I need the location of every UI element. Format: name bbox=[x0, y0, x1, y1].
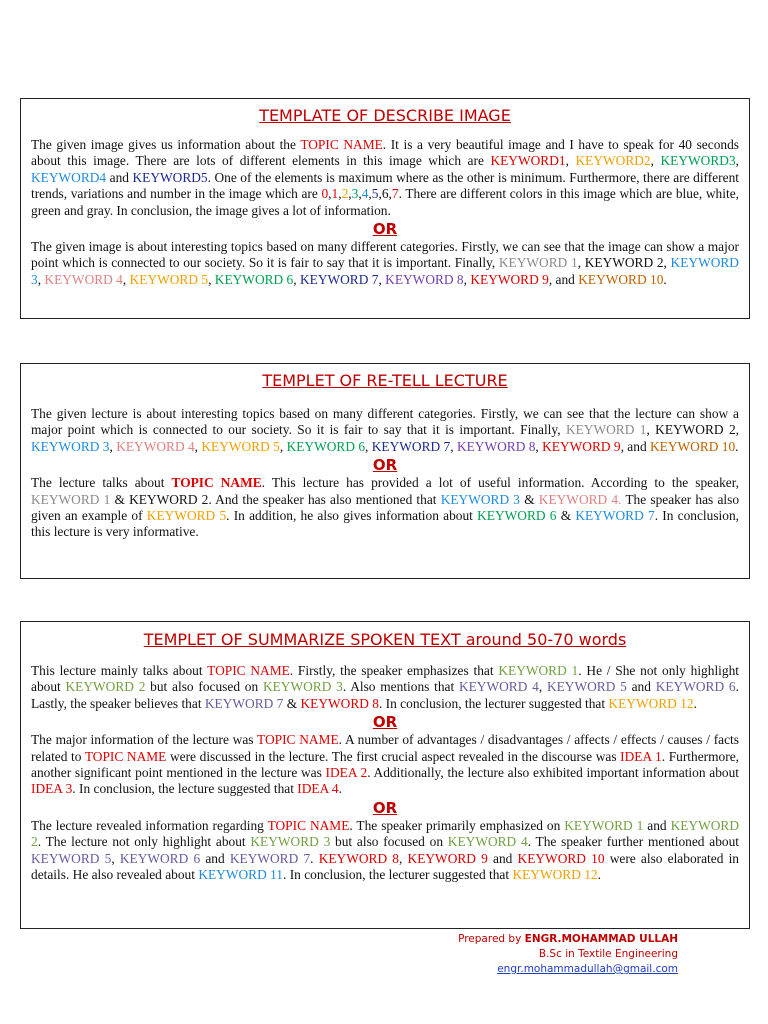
or-separator: OR bbox=[372, 713, 398, 732]
text-run: . In conclusion, the lecturer suggested that bbox=[283, 867, 513, 883]
keyword-text: IDEA 2 bbox=[325, 765, 368, 781]
text-run: , KEYWORD 2, bbox=[646, 422, 739, 438]
author-name: ENGR.MOHAMMAD ULLAH bbox=[524, 933, 678, 945]
text-run: . Firstly, the speaker emphasizes that bbox=[289, 663, 499, 678]
or-separator: OR bbox=[372, 798, 398, 817]
keyword-text: KEYWORD 2 bbox=[31, 817, 739, 850]
text-run: , bbox=[358, 186, 362, 202]
text-run: , bbox=[111, 850, 120, 866]
keyword-text: KEYWORD2 bbox=[575, 153, 651, 169]
text-run: , bbox=[109, 438, 117, 454]
keyword-text: 3 bbox=[351, 186, 359, 202]
keyword-text: KEYWORD 7 bbox=[229, 850, 311, 866]
text-run: . bbox=[663, 271, 667, 287]
box-title: TEMPLET OF RE-TELL LECTURE bbox=[262, 371, 508, 390]
keyword-text: 7 bbox=[391, 186, 399, 202]
box-title: TEMPLATE OF DESCRIBE IMAGE bbox=[259, 106, 511, 125]
text-run: , bbox=[208, 271, 215, 287]
text-run: , bbox=[293, 271, 300, 287]
keyword-text: 2 bbox=[341, 186, 349, 202]
text-run: & KEYWORD 2. And the speaker has also mentioned that bbox=[110, 491, 441, 507]
text-run: , KEYWORD 2, bbox=[577, 255, 671, 271]
text-run: and bbox=[106, 169, 133, 185]
or-separator: OR bbox=[372, 220, 398, 239]
text-run: . It is a very beautiful image and I have to speak for 40 seconds about this image. There are lots of different elements in this image which are bbox=[31, 137, 739, 169]
retell-lecture-template-box bbox=[20, 363, 750, 579]
keyword-text: KEYWORD 1 bbox=[498, 255, 578, 271]
keyword-text: KEYWORD 4. bbox=[538, 491, 622, 507]
text-run: , bbox=[378, 186, 382, 202]
text-run: , and bbox=[620, 438, 650, 454]
text-run: . A number of advantages / disadvantages / affects / effects / causes / facts related to bbox=[31, 732, 739, 764]
summarize-spoken-text-template-box bbox=[20, 621, 750, 929]
text-run: , bbox=[348, 186, 352, 202]
keyword-text: TOPIC NAME bbox=[171, 475, 262, 491]
keyword-text: KEYWORD 8 bbox=[318, 850, 399, 866]
text-run: and bbox=[200, 850, 230, 866]
text-run: The major information of the lecture was bbox=[31, 732, 258, 748]
text-run: , bbox=[122, 271, 130, 287]
text-run: . There are different colors in this image which are blue, white, green and gray. In conclusion, the image gives a lot of information. bbox=[31, 186, 739, 218]
keyword-text: KEYWORD 1 bbox=[31, 491, 111, 507]
box-body bbox=[31, 663, 739, 883]
keyword-text: KEYWORD 3 bbox=[31, 255, 739, 287]
keyword-text: KEYWORD 1 bbox=[565, 422, 647, 438]
text-run: , bbox=[194, 438, 202, 454]
text-run: , bbox=[338, 186, 342, 202]
prepared-by-line bbox=[458, 932, 678, 947]
keyword-text: KEYWORD 3 bbox=[440, 491, 521, 507]
text-run: , bbox=[538, 679, 547, 695]
text-run: , bbox=[378, 271, 386, 287]
text-run: The given image gives us information about the bbox=[31, 137, 301, 152]
keyword-text: 5 bbox=[371, 186, 379, 202]
keyword-text: KEYWORD1 bbox=[490, 153, 566, 169]
text-run: , bbox=[450, 438, 457, 454]
text-run: . The lecture not only highlight about bbox=[37, 834, 251, 850]
keyword-text: KEYWORD 1 bbox=[564, 817, 644, 833]
keyword-text: TOPIC NAME bbox=[207, 663, 290, 678]
text-run: , bbox=[279, 438, 287, 454]
text-run: , bbox=[565, 153, 576, 169]
text-run: , and bbox=[548, 271, 579, 287]
text-run: were also elaborated in details. He also revealed about bbox=[31, 850, 739, 883]
box-body bbox=[31, 137, 739, 288]
text-run: , bbox=[535, 438, 543, 454]
text-run: . In conclusion, this lecture is very informative. bbox=[31, 508, 739, 540]
keyword-text: KEYWORD3 bbox=[660, 153, 736, 169]
keyword-text: KEYWORD 6 bbox=[477, 508, 557, 524]
keyword-text: TOPIC NAME bbox=[257, 732, 339, 748]
text-run: The given image is about interesting topics based on many different categories. Firstly, we can see that the image can show a major point which is connected to our society. So it is fair to say that it is important. Finally, bbox=[31, 239, 739, 271]
keyword-text: KEYWORD 11 bbox=[198, 867, 283, 883]
template-paragraph bbox=[31, 732, 739, 798]
keyword-text: KEYWORD4 bbox=[31, 169, 107, 185]
keyword-text: KEYWORD 8 bbox=[385, 271, 464, 287]
keyword-text: KEYWORD 9 bbox=[542, 438, 621, 454]
keyword-text: KEYWORD 7 bbox=[299, 271, 379, 287]
text-run: . Additionally, the lecture also exhibited important information about bbox=[367, 765, 739, 781]
text-run: , bbox=[328, 186, 332, 202]
keyword-text: KEYWORD 7 bbox=[371, 438, 451, 454]
text-run: . The speaker further mentioned about bbox=[527, 834, 739, 850]
keyword-text: KEYWORD 10 bbox=[578, 271, 664, 287]
keyword-text: KEYWORD 7 bbox=[204, 695, 284, 711]
keyword-text: IDEA 3 bbox=[31, 781, 73, 797]
text-run: . Lastly, the speaker believes that bbox=[31, 679, 739, 711]
or-separator: OR bbox=[372, 456, 398, 475]
keyword-text: KEYWORD 1 bbox=[498, 663, 579, 678]
keyword-text: 6 bbox=[381, 186, 389, 202]
template-paragraph bbox=[31, 663, 739, 712]
keyword-text: KEYWORD 4 bbox=[447, 834, 528, 850]
text-run: & bbox=[520, 491, 539, 507]
text-run: and bbox=[643, 817, 671, 833]
text-run: & bbox=[556, 508, 576, 524]
keyword-text: KEYWORD 7 bbox=[575, 508, 655, 524]
keyword-text: KEYWORD 8 bbox=[300, 695, 379, 711]
describe-image-template-box bbox=[20, 98, 750, 319]
keyword-text: KEYWORD 6 bbox=[119, 850, 201, 866]
keyword-text: KEYWORD 9 bbox=[470, 271, 549, 287]
keyword-text: KEYWORD 5 bbox=[129, 271, 209, 287]
keyword-text: KEYWORD 6 bbox=[655, 679, 736, 695]
text-run: The lecture talks about bbox=[31, 475, 172, 491]
keyword-text: KEYWORD 5 bbox=[31, 850, 112, 866]
text-run: . The speaker primarily emphasized on bbox=[349, 817, 565, 833]
text-run: . This lecture has provided a lot of useful information. According to the speaker, bbox=[261, 475, 739, 491]
text-run: but also focused on bbox=[145, 679, 263, 695]
text-run: but also focused on bbox=[330, 834, 448, 850]
author-email-link[interactable]: engr.mohammadullah@gmail.com bbox=[497, 963, 678, 975]
text-run: . bbox=[597, 867, 601, 883]
keyword-text: TOPIC NAME bbox=[267, 817, 350, 833]
keyword-text: 0 bbox=[321, 186, 329, 202]
keyword-text: KEYWORD 10 bbox=[650, 438, 736, 454]
keyword-text: KEYWORD 9 bbox=[407, 850, 488, 866]
text-run: were discussed in the lecture. The first crucial aspect revealed in the discourse was bbox=[166, 748, 621, 764]
keyword-text: IDEA 4 bbox=[297, 781, 339, 797]
keyword-text: KEYWORD 5 bbox=[201, 438, 280, 454]
keyword-text: KEYWORD 4 bbox=[458, 679, 539, 695]
text-run: , bbox=[735, 153, 740, 169]
text-run: . bbox=[693, 695, 697, 711]
template-paragraph bbox=[31, 137, 739, 219]
keyword-text: TOPIC NAME bbox=[84, 748, 167, 764]
text-run: & bbox=[283, 695, 301, 711]
keyword-text: KEYWORD 10 bbox=[517, 850, 605, 866]
keyword-text: KEYWORD 6 bbox=[286, 438, 366, 454]
text-run: , bbox=[650, 153, 661, 169]
keyword-text: KEYWORD5 bbox=[132, 169, 208, 185]
text-run: The lecture revealed information regarding bbox=[31, 817, 268, 833]
template-paragraph bbox=[31, 406, 739, 455]
keyword-text: KEYWORD 6 bbox=[214, 271, 294, 287]
keyword-text: KEYWORD 4 bbox=[116, 438, 195, 454]
keyword-text: KEYWORD 5 bbox=[546, 679, 627, 695]
text-run: . Furthermore, another significant point mentioned in the lecture was bbox=[31, 748, 739, 781]
template-paragraph bbox=[31, 239, 739, 288]
text-run: The speaker has also given an example of bbox=[31, 491, 740, 524]
box-title: TEMPLET OF SUMMARIZE SPOKEN TEXT around 50-70 words bbox=[143, 630, 627, 649]
author-degree: B.Sc in Textile Engineering bbox=[538, 948, 678, 960]
text-run: , bbox=[365, 438, 372, 454]
text-run: . Also mentions that bbox=[342, 679, 459, 695]
text-run: . bbox=[338, 781, 342, 797]
text-run: The given lecture is about interesting topics based on many different categories. Firstly, we can see that the lecture can show a major point which is connected to our society. So it is fair to say that it is important. Finally, bbox=[31, 406, 739, 438]
text-run: , bbox=[463, 271, 471, 287]
text-run: . In conclusion, the lecture suggested that bbox=[72, 781, 298, 797]
keyword-text: KEYWORD 5 bbox=[146, 508, 227, 524]
text-run: . One of the elements is maximum where as the other is minimum. Furthermore, there are different trends, variations and number in the image which are bbox=[31, 169, 739, 202]
text-run: , bbox=[399, 850, 408, 866]
keyword-text: KEYWORD 3 bbox=[31, 438, 110, 454]
keyword-text: 1 bbox=[331, 186, 339, 202]
text-run: , bbox=[37, 271, 45, 287]
template-paragraph bbox=[31, 818, 739, 884]
keyword-text: KEYWORD 8 bbox=[456, 438, 536, 454]
text-run: , bbox=[388, 186, 392, 202]
keyword-text: 4 bbox=[361, 186, 369, 202]
keyword-text: KEYWORD 3 bbox=[262, 679, 343, 695]
template-paragraph bbox=[31, 475, 739, 541]
keyword-text: IDEA 1 bbox=[620, 748, 662, 764]
keyword-text: KEYWORD 4 bbox=[44, 271, 123, 287]
author-credits bbox=[458, 932, 678, 977]
keyword-text: KEYWORD 3 bbox=[250, 834, 331, 850]
text-run: . He / She not only highlight about bbox=[31, 663, 739, 695]
keyword-text: TOPIC NAME bbox=[300, 137, 383, 152]
text-run: and bbox=[487, 850, 518, 866]
text-run: . In addition, he also gives information about bbox=[226, 508, 478, 524]
keyword-text: KEYWORD 12 bbox=[512, 867, 598, 883]
keyword-text: KEYWORD 2 bbox=[65, 679, 146, 695]
text-run: and bbox=[626, 679, 656, 695]
text-run: , bbox=[368, 186, 372, 202]
text-run: This lecture mainly talks about bbox=[31, 663, 208, 678]
text-run: . bbox=[310, 850, 319, 866]
text-run: . bbox=[735, 438, 739, 454]
text-run: . In conclusion, the lecturer suggested that bbox=[378, 695, 609, 711]
keyword-text: KEYWORD 12 bbox=[608, 695, 694, 711]
box-body bbox=[31, 406, 739, 541]
prepared-by-label: Prepared by bbox=[458, 933, 525, 945]
